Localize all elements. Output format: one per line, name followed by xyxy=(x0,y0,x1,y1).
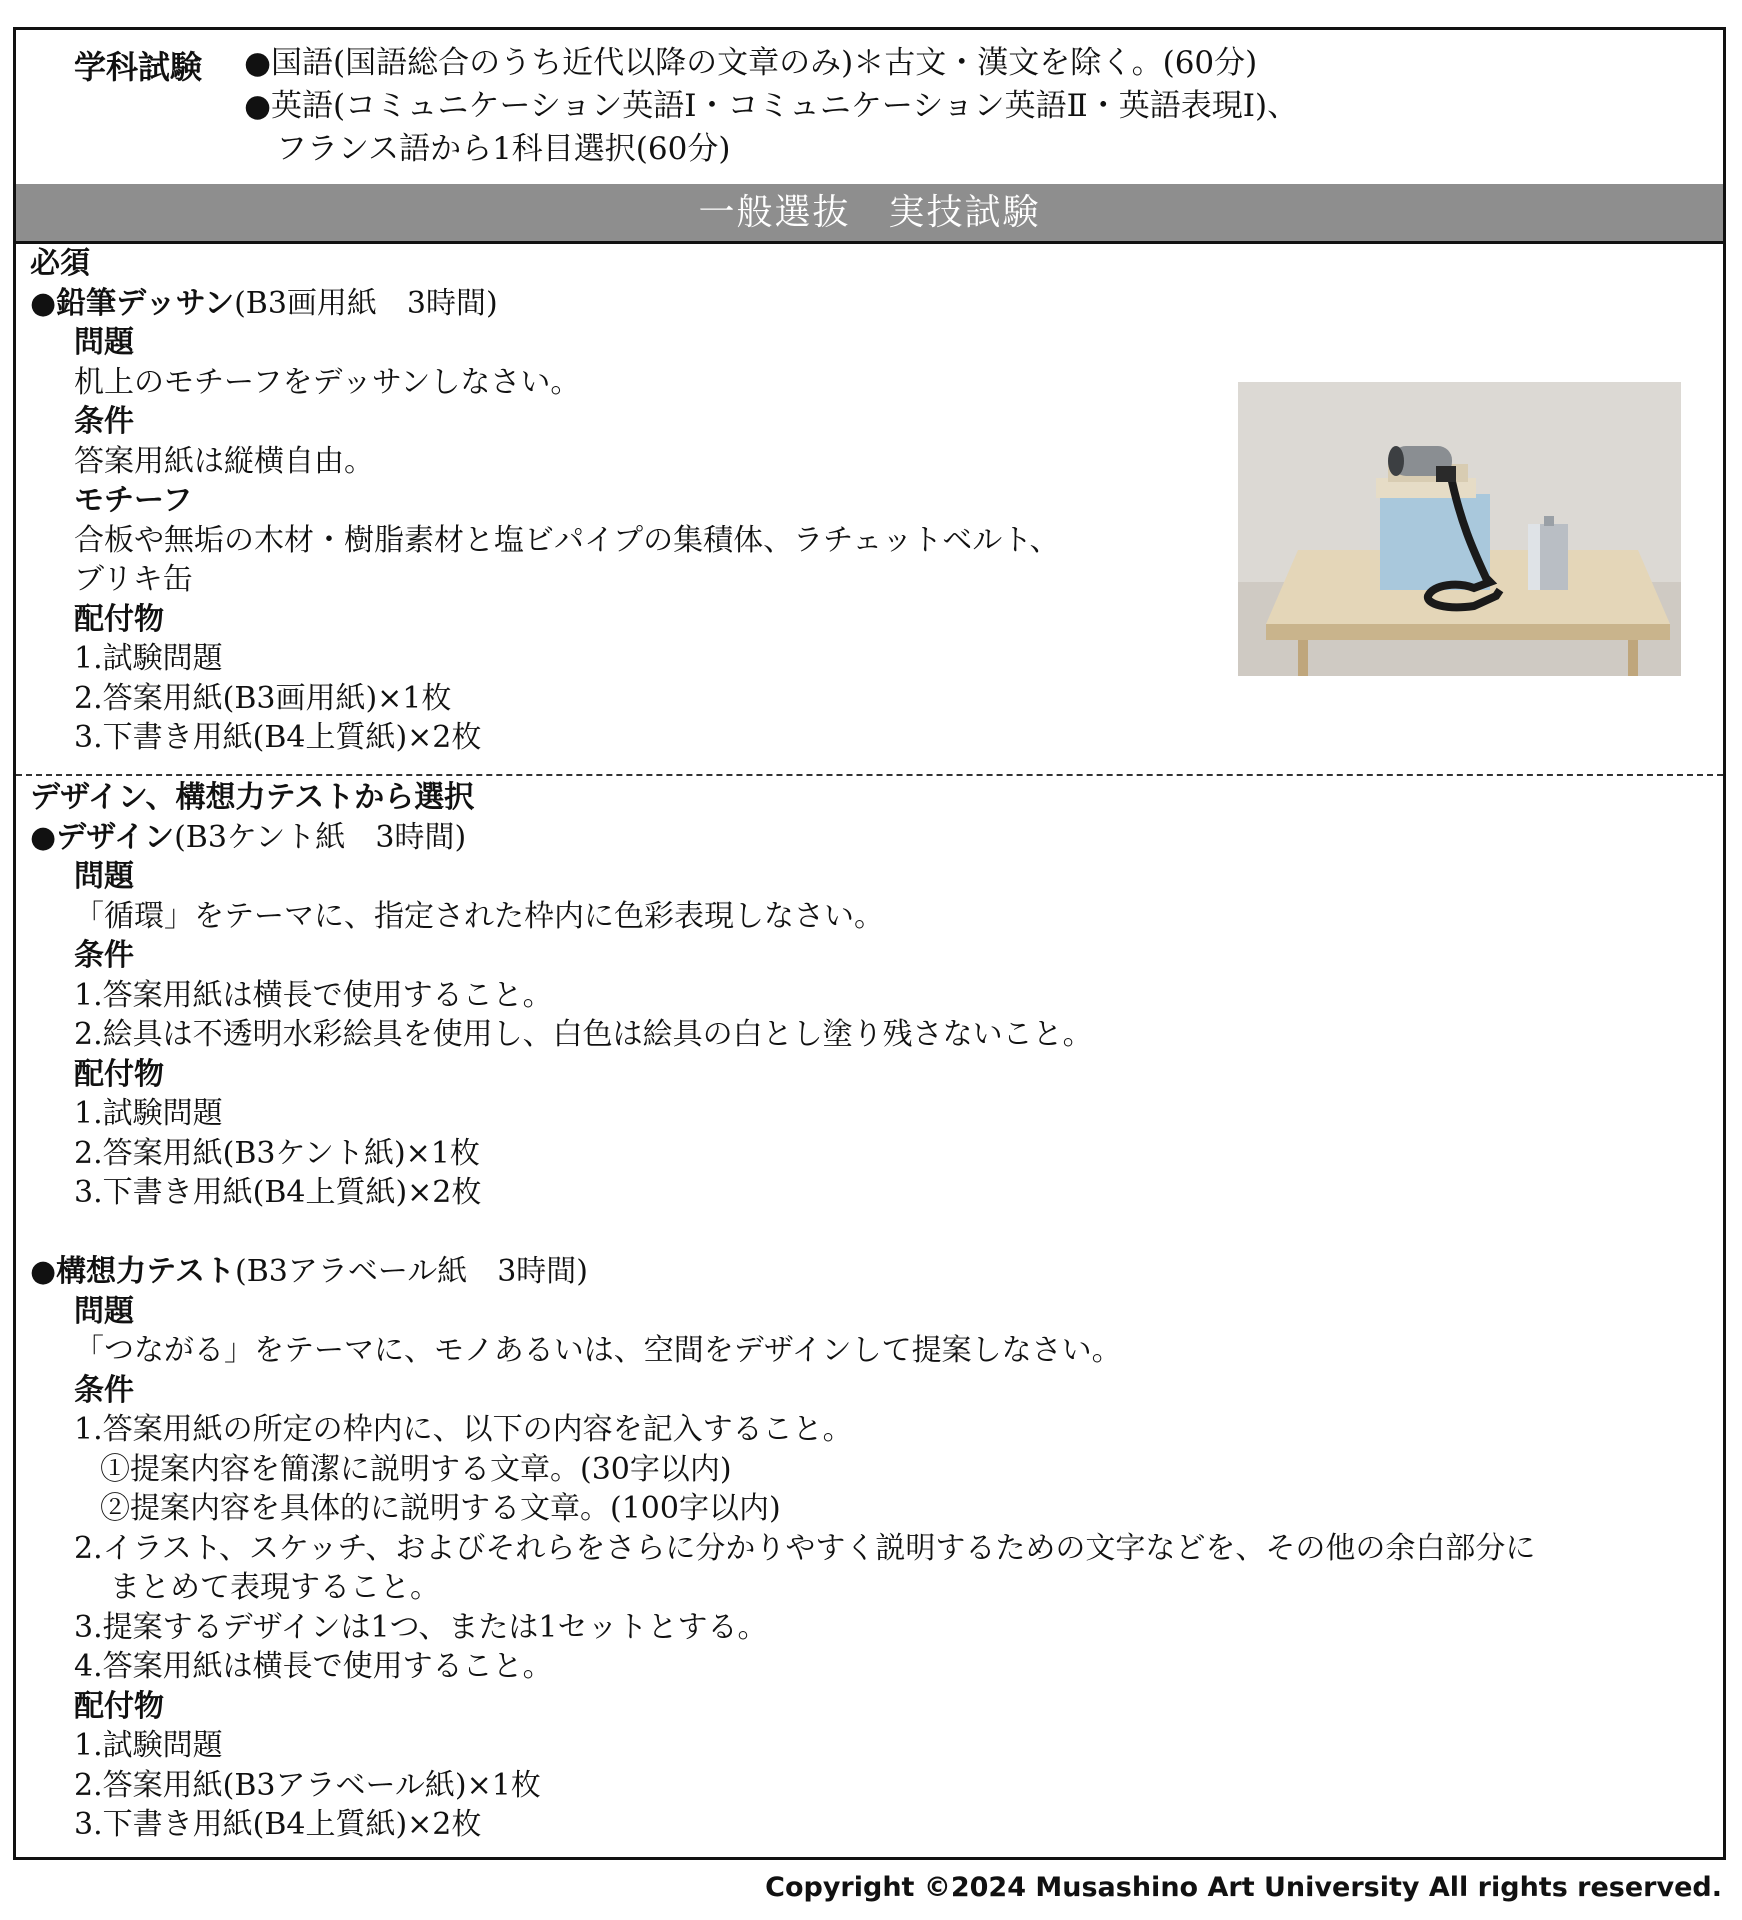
problem-text: 「つながる」をテーマに、モノあるいは、空間をデザインして提案しなさい。 xyxy=(74,1333,1122,1368)
motif-label: モチーフ xyxy=(74,483,193,518)
condition-item: 2.絵具は不透明水彩絵具を使用し、白色は絵具の白とし塗り残さないこと。 xyxy=(74,1017,1093,1052)
required-label: 必須 xyxy=(30,246,90,281)
problem-text: 「循環」をテーマに、指定された枠内に色彩表現しなさい。 xyxy=(74,898,884,934)
material-item: 1.試験問題 xyxy=(74,1096,223,1131)
condition-item: 2.イラスト、スケッチ、およびそれらをさらに分かりやすく説明するための文字などを、その他の余白部分に xyxy=(74,1530,1536,1566)
choice-section xyxy=(16,778,1723,1857)
design-title: ●デザイン(B3ケント紙 3時間) xyxy=(30,819,467,855)
choice-label: デザイン、構想力テストから選択 xyxy=(30,780,475,815)
condition-item: 1.答案用紙は横長で使用すること。 xyxy=(74,977,553,1013)
written-exam-section xyxy=(16,30,1723,187)
material-item: 1.試験問題 xyxy=(74,1728,223,1763)
written-exam-subjects xyxy=(244,42,1298,171)
materials-label: 配付物 xyxy=(74,1688,164,1724)
material-item: 2.答案用紙(B3ケント紙)×1枚 xyxy=(74,1135,480,1171)
condition-item: 1.答案用紙の所定の枠内に、以下の内容を記入すること。 xyxy=(74,1412,853,1447)
condition-subitem: ②提案内容を具体的に説明する文章。(100字以内) xyxy=(100,1491,781,1526)
condition-item: 答案用紙は縦横自由。 xyxy=(74,443,374,479)
materials-label: 配付物 xyxy=(74,1056,164,1092)
subject-japanese: ●国語(国語総合のうち近代以降の文章のみ)＊古文・漢文を除く。(60分) xyxy=(244,45,1258,81)
condition-item: 3.提案するデザインは1つ、または1セットとする。 xyxy=(74,1609,768,1645)
motif-line: 合板や無垢の木材・樹脂素材と塩ビパイプの集積体、ラチェットベルト、 xyxy=(74,522,1060,558)
conditions-label: 条件 xyxy=(74,404,134,439)
problem-label: 問題 xyxy=(74,859,134,894)
material-item: 3.下書き用紙(B4上質紙)×2枚 xyxy=(74,720,482,755)
problem-text: 机上のモチーフをデッサンしなさい。 xyxy=(74,364,581,400)
practical-exam-banner: 一般選抜 実技試験 xyxy=(16,184,1723,244)
copyright-notice: Copyright ©2024 Musashino Art University All rights reserved. xyxy=(765,1872,1722,1903)
subject-english: ●英語(コミュニケーション英語Ⅰ・コミュニケーション英語Ⅱ・英語表現Ⅰ)、 xyxy=(244,88,1299,124)
required-block xyxy=(30,244,1060,758)
written-exam-label: 学科試験 xyxy=(74,48,203,86)
motif-photo-illustration xyxy=(1238,382,1681,676)
material-item: 1.試験問題 xyxy=(74,641,223,676)
pencil-drawing-title: ●鉛筆デッサン(B3画用紙 3時間) xyxy=(30,285,498,321)
spacer xyxy=(30,1213,1535,1253)
subject-french: フランス語から1科目選択(60分) xyxy=(276,131,731,167)
condition-item: 4.答案用紙は横長で使用すること。 xyxy=(74,1649,553,1684)
concept-test-title: ●構想力テスト(B3アラベール紙 3時間) xyxy=(30,1254,589,1289)
material-item: 3.下書き用紙(B4上質紙)×2枚 xyxy=(74,1175,482,1210)
motif-line: ブリキ缶 xyxy=(74,562,193,597)
problem-label: 問題 xyxy=(74,1293,134,1329)
condition-item-continued: まとめて表現すること。 xyxy=(110,1570,440,1605)
exam-info-frame xyxy=(13,27,1726,1860)
condition-subitem: ①提案内容を簡潔に説明する文章。(30字以内) xyxy=(100,1451,732,1487)
materials-label: 配付物 xyxy=(74,601,164,637)
problem-label: 問題 xyxy=(74,325,134,360)
material-item: 2.答案用紙(B3アラベール紙)×1枚 xyxy=(74,1767,541,1803)
material-item: 2.答案用紙(B3画用紙)×1枚 xyxy=(74,680,452,716)
motif-photo xyxy=(1238,382,1681,676)
conditions-label: 条件 xyxy=(74,1372,134,1408)
choice-block xyxy=(30,778,1535,1845)
material-item: 3.下書き用紙(B4上質紙)×2枚 xyxy=(74,1807,482,1842)
required-section xyxy=(16,244,1723,776)
conditions-label: 条件 xyxy=(74,938,134,973)
